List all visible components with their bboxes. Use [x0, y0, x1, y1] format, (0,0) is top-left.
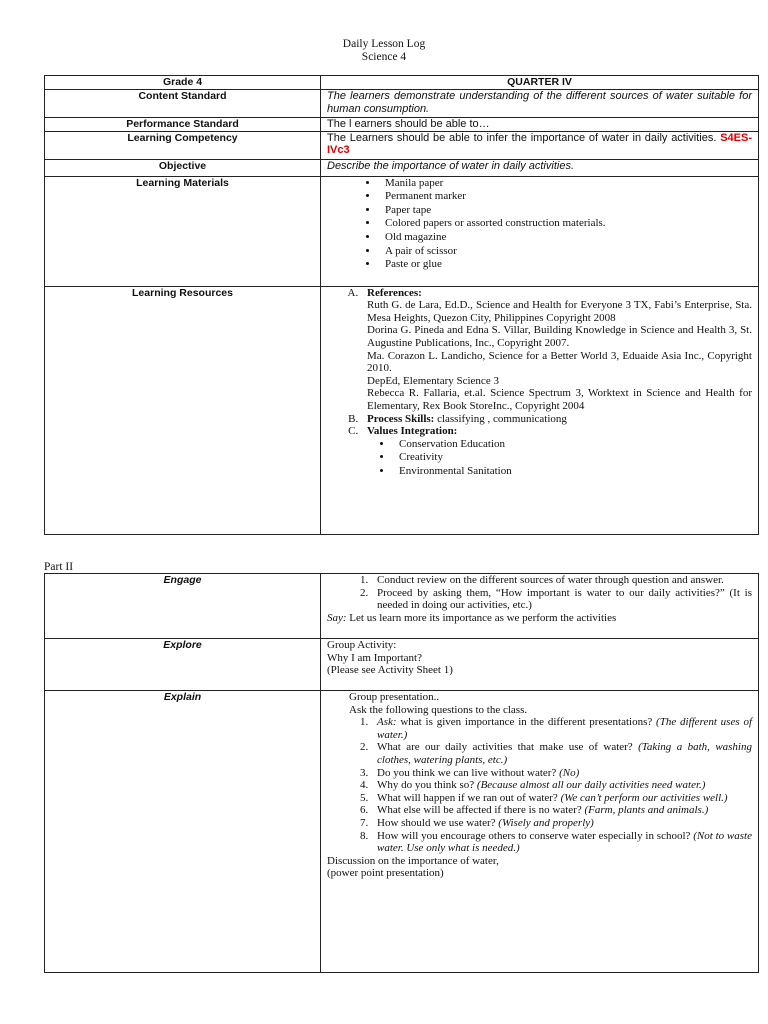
- reference-item: DepEd, Elementary Science 3: [367, 374, 499, 387]
- explore-line: Why I am Important?: [327, 651, 422, 664]
- reference-item: Ruth G. de Lara, Ed.D., Science and Health for Everyone 3 TX, Fabi’s Enterprise, Sta. Mesa Heights, Quezon City, Philippines Copyright 2008: [367, 299, 752, 324]
- question-item: [371, 741, 752, 766]
- question-answer: (Taking a bath, washing clothes, watering plants, etc.): [377, 741, 752, 766]
- process-skills-value: classifying , communicationg: [434, 412, 567, 425]
- engage-cell: [321, 574, 759, 639]
- explain-outro: Discussion on the importance of water,: [327, 854, 499, 867]
- question-text: Do you think we can live without water?: [377, 766, 560, 779]
- question-text: What will happen if we ran out of water?: [377, 791, 561, 804]
- explain-questions: [327, 716, 752, 855]
- objective-label: Objective: [45, 159, 321, 176]
- list-item: • Creativity: [393, 451, 752, 465]
- list-item: • Conservation Education: [393, 438, 752, 452]
- list-item: 2. Proceed by asking them, “How important is water to our daily activities?” (It is needed in doing our activities, etc.): [371, 587, 752, 612]
- say-text: Let us learn more its importance as we perform the activities: [346, 611, 617, 624]
- content-standard-value: The learners demonstrate understanding of the different sources of water suitable for human consumption.: [321, 90, 759, 118]
- list-item: • Manila paper: [379, 177, 752, 191]
- question-answer: (Farm, plants and animals.): [584, 804, 709, 817]
- competency-code: S4ES-IVc3: [327, 131, 752, 157]
- content-standard-row: [45, 90, 759, 118]
- question-item: [371, 779, 752, 792]
- explain-intro: Group presentation..: [349, 691, 440, 703]
- performance-standard-row: [45, 118, 759, 132]
- quarter-label: QUARTER IV: [321, 76, 759, 90]
- question-item: [371, 817, 752, 830]
- question-text: How will you encourage others to conserve water especially in school?: [377, 829, 694, 842]
- engage-label: Engage: [45, 574, 321, 639]
- list-item: • Paper tape: [379, 204, 752, 218]
- list-item: 1. Conduct review on the different sources of water through question and answer.: [371, 574, 752, 587]
- question-prefix: Ask:: [377, 716, 397, 729]
- question-item: [371, 792, 752, 805]
- explore-line: (Please see Activity Sheet 1): [327, 664, 453, 677]
- question-item: [371, 716, 752, 741]
- list-item: • Old magazine: [379, 231, 752, 245]
- question-text: What else will be affected if there is no water?: [377, 804, 585, 817]
- part-two-label: Part II: [44, 561, 74, 573]
- say-label: Say:: [327, 611, 347, 624]
- learning-resources-cell: [321, 286, 759, 534]
- learning-competency-label: Learning Competency: [45, 131, 321, 159]
- resources-list: [327, 287, 752, 479]
- question-text: what is given importance in the different presentations?: [396, 716, 657, 729]
- question-answer: (We can’t perform our activities well.): [560, 791, 728, 804]
- explore-label: Explore: [45, 639, 321, 691]
- learning-materials-label: Learning Materials: [45, 176, 321, 286]
- learning-competency-cell: [321, 131, 759, 159]
- learning-resources-row: [45, 286, 759, 534]
- learning-competency-row: [45, 131, 759, 159]
- performance-standard-label: Performance Standard: [45, 118, 321, 132]
- grade-label: Grade 4: [45, 76, 321, 90]
- learning-materials-row: [45, 176, 759, 286]
- engage-list: [327, 574, 752, 612]
- list-item: • Permanent marker: [379, 190, 752, 204]
- lesson-info-table: [44, 75, 759, 535]
- learning-competency-value: The Learners should be able to infer the importance of water in daily activities.: [327, 131, 717, 144]
- question-answer: (Wisely and properly): [498, 816, 594, 829]
- process-skills-section: [361, 413, 752, 426]
- content-standard-label: Content Standard: [45, 90, 321, 118]
- say-line: [327, 612, 752, 625]
- grade-row: [45, 76, 759, 90]
- reference-item: Dorina G. Pineda and Edna S. Villar, Building Knowledge in Science and Health 3, St. Augustine Publications, Inc., Copyright 2007.: [367, 324, 752, 349]
- performance-standard-value: The l earners should be able to…: [321, 118, 759, 132]
- explain-outro: (power point presentation): [327, 867, 444, 880]
- procedure-table: [44, 573, 759, 973]
- explore-cell: [321, 639, 759, 691]
- question-item: [371, 804, 752, 817]
- values-title: Values Integration:: [367, 425, 458, 438]
- question-item: [371, 830, 752, 855]
- materials-list: [327, 177, 752, 272]
- question-text: How should we use water?: [377, 816, 499, 829]
- question-answer: (The different uses of water.): [377, 716, 752, 741]
- explain-cell: [321, 691, 759, 973]
- question-answer: (Because almost all our daily activities need water.): [476, 779, 706, 792]
- explore-row: [45, 639, 759, 691]
- objective-row: [45, 159, 759, 176]
- objective-value: Describe the importance of water in daily activities.: [321, 159, 759, 176]
- page-subtitle: Science 4: [361, 51, 407, 63]
- question-text: Why do you think so?: [377, 779, 477, 792]
- question-text: What are our daily activities that make use of water?: [377, 741, 639, 754]
- learning-resources-label: Learning Resources: [45, 286, 321, 534]
- references-section: [361, 287, 752, 413]
- process-skills-title: Process Skills:: [367, 412, 435, 425]
- question-answer: (No): [559, 766, 580, 779]
- reference-item: Ma. Corazon L. Landicho, Science for a Better World 3, Eduaide Asia Inc., Copyright 2010.: [367, 349, 752, 375]
- page-title: Daily Lesson Log: [342, 38, 426, 50]
- explain-intro: Ask the following questions to the class.: [349, 703, 528, 716]
- reference-item: Rebecca R. Fallaria, et.al. Science Spectrum 3, Worktext in Science and Health for Elementary, Rex Book StoreInc., Copyright 2004: [367, 387, 752, 412]
- engage-row: [45, 574, 759, 639]
- list-item: • Paste or glue: [379, 258, 752, 272]
- learning-materials-cell: [321, 176, 759, 286]
- values-list: [367, 438, 752, 479]
- values-section: [361, 425, 752, 478]
- list-item: • A pair of scissor: [379, 245, 752, 259]
- explore-line: Group Activity:: [327, 639, 397, 651]
- question-item: [371, 767, 752, 780]
- explain-label: Explain: [45, 691, 321, 973]
- references-title: References:: [367, 286, 422, 299]
- question-answer: (Not to waste water. Use only what is needed.): [377, 829, 752, 855]
- list-item: • Environmental Sanitation: [393, 465, 752, 479]
- explain-row: [45, 691, 759, 973]
- list-item: • Colored papers or assorted construction materials.: [379, 217, 752, 231]
